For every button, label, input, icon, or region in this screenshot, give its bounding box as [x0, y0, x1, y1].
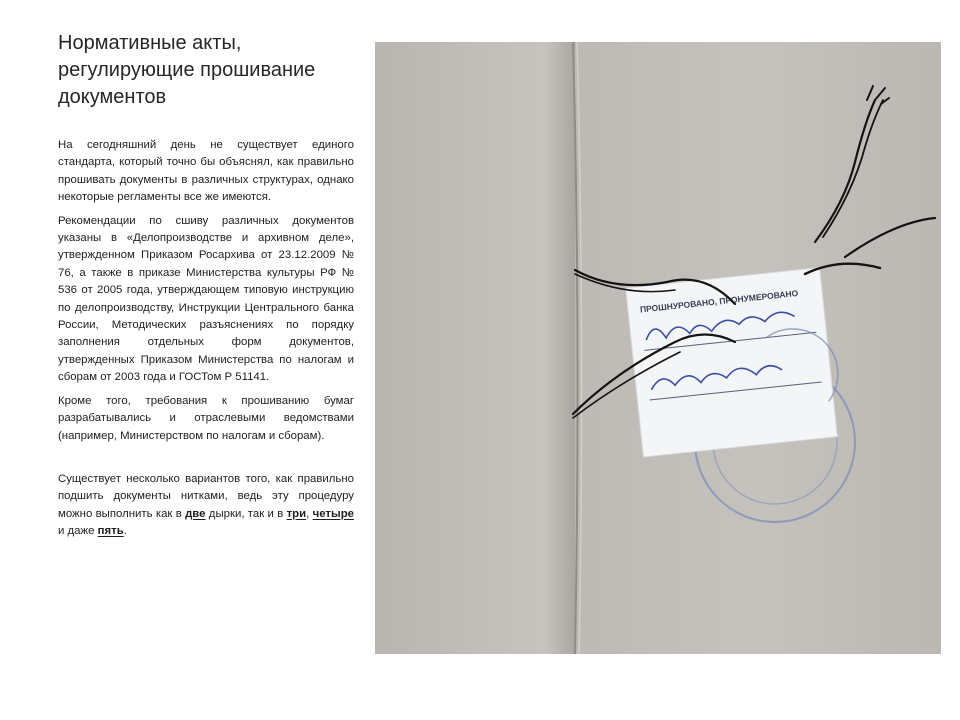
paragraph-4-comma: ,	[306, 507, 313, 520]
paragraph-4-end: .	[123, 525, 127, 538]
paragraph-2: Рекомендации по сшиву различных документов указаны в «Делопроизводстве и архивном деле», утвержденном Приказом Росархива от 23.12.2009 № 76, а также в приказе Министерства культуры РФ № 536 от 2005 года, утверждающем типовую инструкцию по делопроизводству, Инструкции Центрального банка России, Методических разъяснениях по порядку заполнения отдельных форм документов, утвержденных Приказом Министерства по налогам и сборам от 2003 года и ГОСТом Р 51141.	[58, 214, 354, 384]
paragraph-1: На сегодняшний день не существует единого стандарта, который точно бы объяснял, как правильно прошивать документы в различных структурах, однако некоторые регламенты все же имеются.	[58, 139, 354, 204]
emphasis-two: две	[185, 507, 206, 520]
certification-label	[626, 267, 845, 457]
photo-illustration	[375, 42, 941, 654]
paragraph-3: Кроме того, требования к прошиванию бумаг разрабатывались и отраслевыми ведомствами (например, Министерством по налогам и сборам).	[58, 394, 354, 442]
stitched-document-photo	[375, 42, 941, 654]
body-text	[58, 137, 354, 547]
paragraph-4-intro: Существует несколько вариантов того, как правильно подшить документы нитками, ведь эту процедуру можно выполнить как в	[58, 472, 354, 520]
paragraph-4-text-2: и даже	[58, 525, 98, 538]
emphasis-three: три	[286, 507, 307, 520]
stamp-label-text: ПРОШНУРОВАНО, ПРОНУМЕРОВАНО	[639, 287, 799, 315]
paragraph-4	[58, 471, 354, 541]
emphasis-four: четыре	[312, 507, 354, 520]
emphasis-five: пять	[97, 525, 124, 538]
slide-title: Нормативные акты, регулирующие прошивание документов	[58, 32, 316, 108]
paragraph-4-text: дырки, так и в	[205, 507, 287, 520]
left-page	[375, 42, 575, 654]
